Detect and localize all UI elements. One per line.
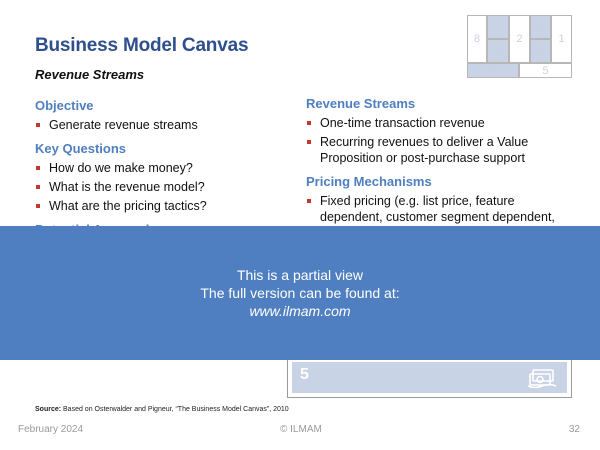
footer-copyright: © ILMAM	[280, 424, 322, 435]
key-questions-list	[35, 160, 275, 214]
canvas-cell-8: 8	[467, 15, 487, 63]
objective-heading: Objective	[35, 98, 94, 113]
revenue-streams-list	[306, 115, 576, 166]
list-item: What is the revenue model?	[35, 179, 275, 195]
canvas-map	[467, 15, 572, 78]
pricing-mechanisms-list	[306, 193, 576, 225]
canvas-cell-2: 2	[509, 15, 530, 63]
key-questions-heading: Key Questions	[35, 141, 127, 156]
banner-line-2: The full version can be found at:	[200, 285, 400, 301]
canvas-cell-4: 4	[530, 15, 551, 39]
list-item: One-time transaction revenue	[306, 115, 576, 131]
list-item: Generate revenue streams	[35, 117, 275, 133]
canvas-block-5-fill	[292, 362, 567, 393]
canvas-cell-5-highlighted: 5	[519, 63, 572, 78]
list-item: How do we make money?	[35, 160, 275, 176]
source-note	[35, 406, 289, 413]
source-label: Source:	[35, 406, 62, 413]
pricing-mechanisms-heading: Pricing Mechanisms	[306, 174, 432, 189]
right-column	[306, 96, 576, 233]
list-item: What are the pricing tactics?	[35, 198, 275, 214]
banner-url-link[interactable]: www.ilmam.com	[249, 303, 351, 319]
canvas-block-number: 5	[300, 366, 309, 383]
left-column	[35, 98, 275, 241]
slide-title: Business Model Canvas	[35, 35, 249, 56]
canvas-cell-7: 7	[487, 15, 509, 39]
footer-date: February 2024	[18, 424, 84, 435]
footer-page-number: 32	[568, 424, 580, 435]
revenue-streams-heading: Revenue Streams	[306, 96, 416, 111]
list-item: Recurring revenues to deliver a Value Proposition or post-purchase support	[306, 134, 576, 166]
partial-view-banner	[0, 226, 600, 360]
source-text: Based on Osterwalder and Pigneur, “The Business Model Canvas”, 2010	[61, 406, 289, 413]
banner-line-1: This is a partial view	[236, 267, 364, 283]
canvas-cell-9: 9	[467, 63, 519, 78]
canvas-cell-6: 6	[487, 39, 509, 63]
list-item: Fixed pricing (e.g. list price, feature dependent, customer segment dependent,	[306, 193, 576, 225]
objective-list	[35, 117, 275, 133]
canvas-cell-1: 1	[551, 15, 572, 63]
cash-icon	[527, 368, 557, 390]
canvas-cell-3: 3	[530, 39, 551, 63]
canvas-block-5	[287, 360, 572, 398]
slide-subtitle: Revenue Streams	[35, 67, 145, 82]
